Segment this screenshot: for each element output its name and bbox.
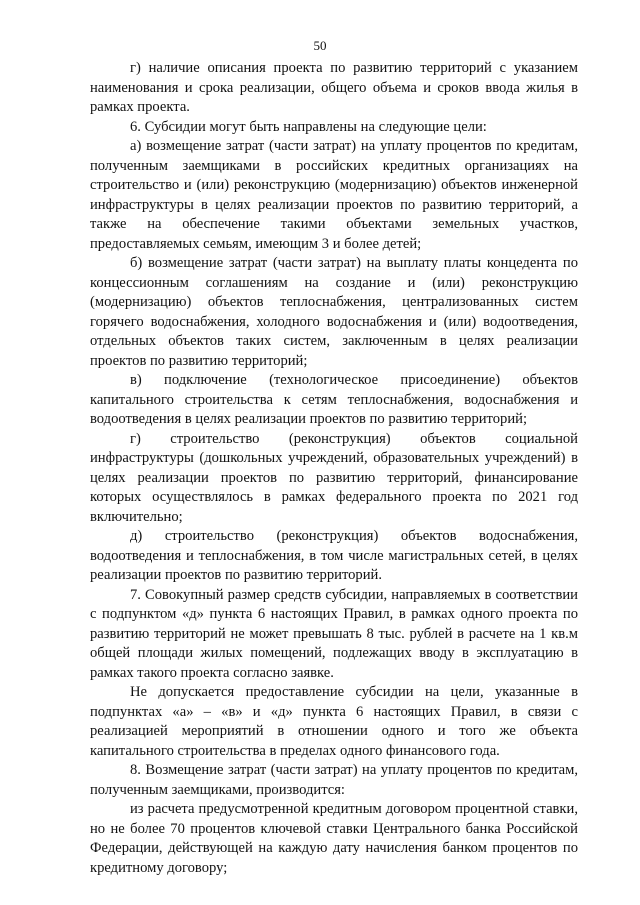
paragraph-8-rate-calculation: из расчета предусмотренной кредитным договором процентной ставки, но не более 70 процентов ключевой ставки Центрального банка Российской Федерации, действующей на каждую дату начисления банком процентов по кредитному договору; [90,801,578,876]
page-number: 50 [313,38,327,53]
document-body [90,59,578,878]
paragraph-6b-concession-payments: б) возмещение затрат (части затрат) на выплату платы концедента по концессионным соглашениям на создание и (или) реконструкцию (модернизацию) объектов теплоснабжения, централизованных систем горячего водоснабжения, холодного водоснабжения и (или) водоотведения, отдельных объектов таких систем, заключенным в целях реализации проектов по развитию территорий; [90,255,578,369]
paragraph-6d-water-heat-supply: д) строительство (реконструкция) объектов водоснабжения, водоотведения и теплоснабжения, в том числе магистральных сетей, в целях реализации проектов по развитию территорий. [90,528,578,583]
paragraph-6g-social-infrastructure: г) строительство (реконструкция) объектов социальной инфраструктуры (дошкольных учреждений, образовательных учреждений) в целях реализации проектов по развитию территорий, финансирование которых осуществлялось в рамках федерального проекта по 2021 год включительно; [90,430,578,525]
paragraph-6-subsidy-purposes: 6. Субсидии могут быть направлены на следующие цели: [130,118,487,135]
paragraph-6v-network-connection: в) подключение (технологическое присоединение) объектов капитального строительства к сетям теплоснабжения, водоснабжения и водоотведения в целях реализации проектов по развитию территорий; [90,372,578,427]
paragraph-1g-project-description: г) наличие описания проекта по развитию территорий с указанием наименования и срока реализации, общего объема и сроков ввода жилья в рамках проекта. [90,60,578,115]
paragraph-6a-interest-compensation: а) возмещение затрат (части затрат) на уплату процентов по кредитам, полученным заемщиками в российских кредитных организациях на строительство и (или) реконструкцию (модернизацию) объектов инженерной инфраструктуры в целях реализации проектов по развитию территорий, а также на обеспечение такими объектами земельных участков, предоставляемых семьям, имеющим 3 и более детей; [90,138,578,252]
paragraph-7-restriction: Не допускается предоставление субсидии на цели, указанные в подпунктах «а» – «в» и «д» пункта 6 настоящих Правил, в связи с реализацией мероприятий в отношении одного и того же объекта капитального строительства в пределах одного финансового года. [90,684,578,759]
paragraph-7-subsidy-limit: 7. Совокупный размер средств субсидии, направляемых в соответствии с подпунктом «д» пункта 6 настоящих Правил, в рамках одного проекта по развитию территорий не может превышать 8 тыс. рублей в расчете на 1 кв.м общей площади жилых помещений, подлежащих вводу в эксплуатацию в рамках такого проекта согласно заявке. [90,586,578,681]
paragraph-8-interest-reimbursement: 8. Возмещение затрат (части затрат) на уплату процентов по кредитам, полученным заемщиками, производится: [90,762,578,798]
